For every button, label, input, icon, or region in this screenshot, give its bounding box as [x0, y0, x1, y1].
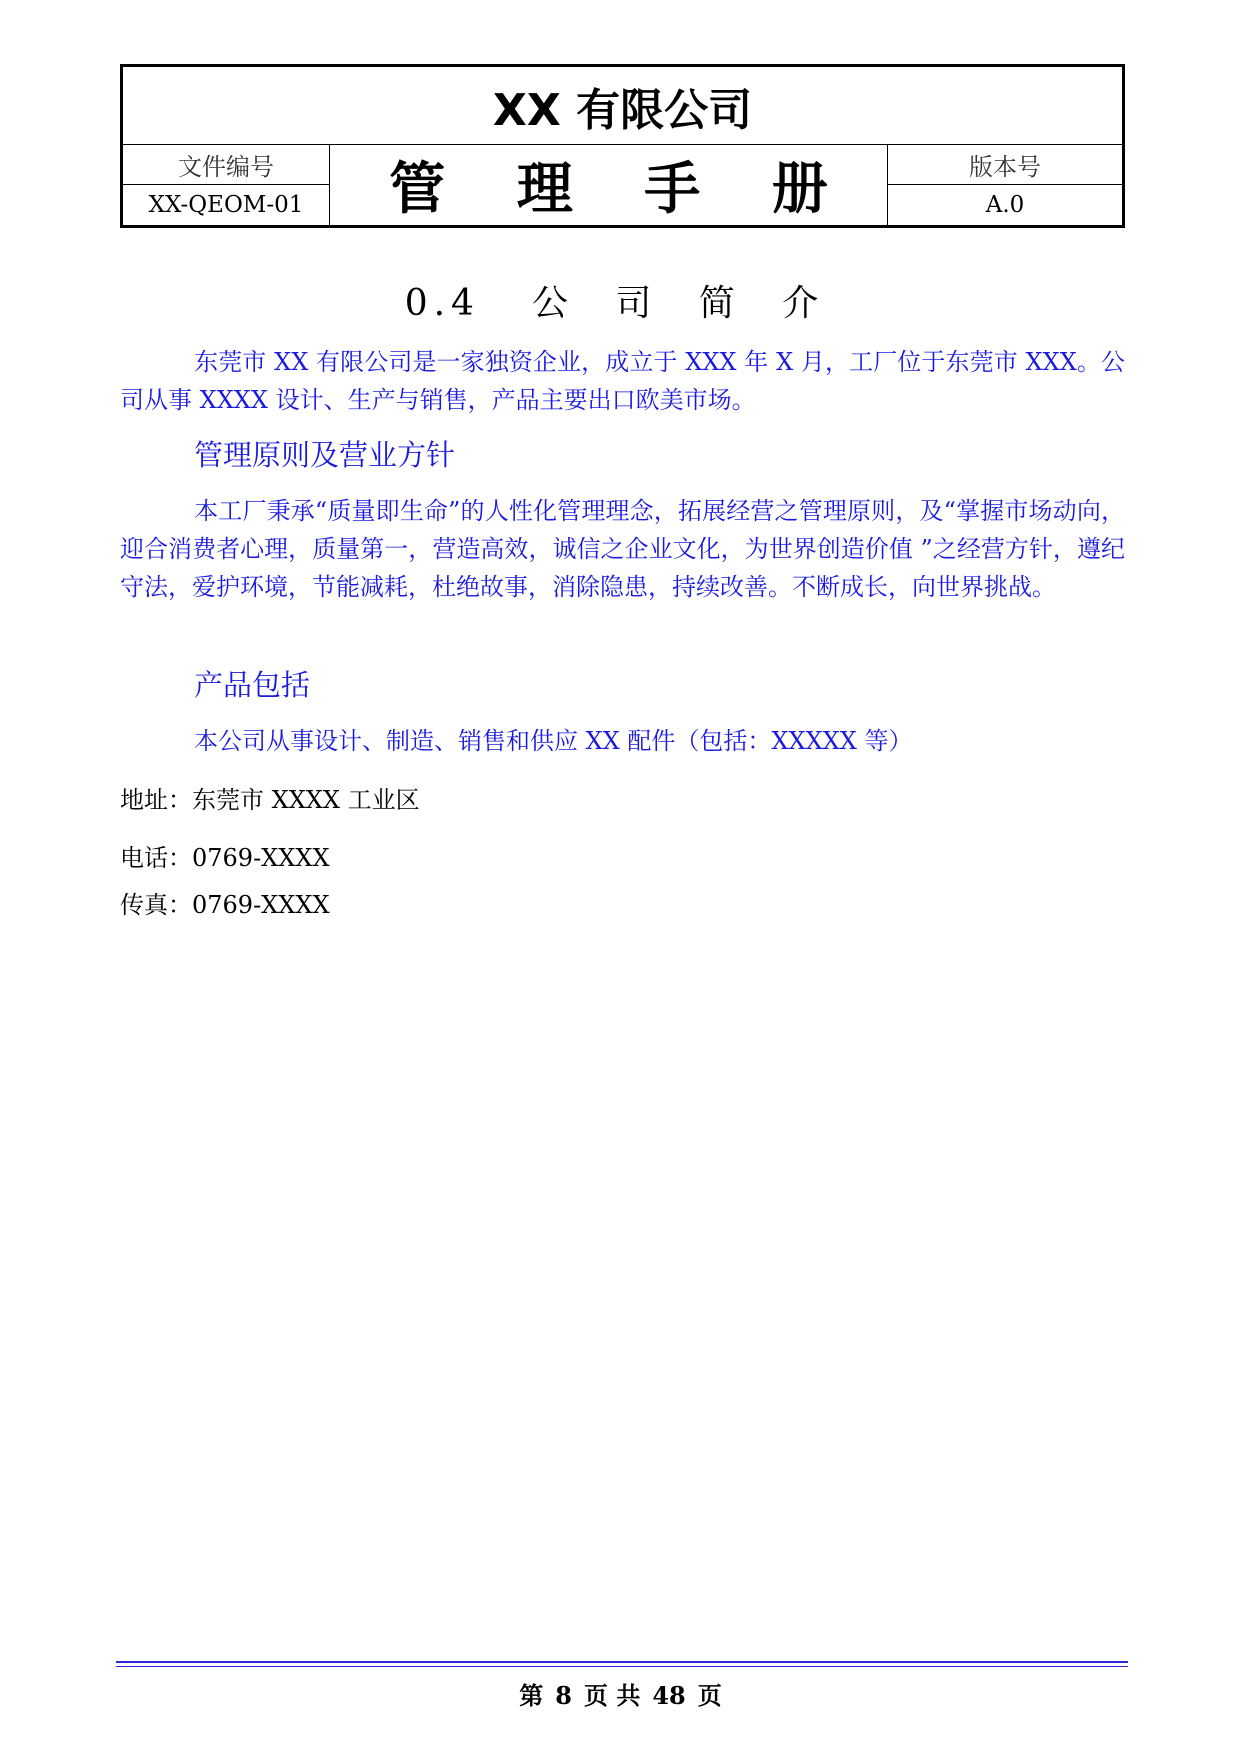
company-name: XX 有限公司	[122, 66, 1124, 145]
products-heading: 产品包括	[194, 668, 311, 702]
document-header	[120, 64, 1125, 228]
section-number: 0.4	[404, 283, 480, 324]
section-title	[0, 275, 1241, 326]
manual-title: 管 理 手 册	[330, 145, 888, 227]
page-prefix: 第	[519, 1681, 544, 1710]
principles-text: 本工厂秉承“质量即生命”的人性化管理理念，拓展经营之管理原则，及“掌握市场动向，迎合消费者心理，质量第一，营造高效，诚信之企业文化，为世界创造价值 ”之经营方针，遵纪守法，爱护环境，节能减耗，杜绝故事，消除隐患，持续改善。不断成长，向世界挑战。	[120, 497, 1125, 601]
principles-heading: 管理原则及营业方针	[194, 438, 456, 472]
version-label: 版本号	[888, 145, 1124, 185]
intro-paragraph	[120, 343, 1125, 419]
products-paragraph	[120, 722, 1125, 760]
doc-number-label: 文件编号	[122, 145, 330, 185]
footer-rule-bottom	[116, 1666, 1128, 1667]
doc-number-value: XX-QEOM-01	[122, 185, 330, 227]
page-number	[0, 1676, 1241, 1711]
current-page: 8	[555, 1681, 572, 1710]
intro-text: 东莞市 XX 有限公司是一家独资企业，成立于 XXX 年 X 月，工厂位于东莞市 XXX。公司从事 XXXX 设计、生产与销售，产品主要出口欧美市场。	[120, 348, 1125, 414]
address-line: 地址：东莞市 XXXX 工业区	[120, 786, 420, 814]
footer-rule-top	[116, 1661, 1128, 1663]
principles-paragraph	[120, 492, 1125, 606]
phone-line: 电话：0769-XXXX	[120, 844, 330, 872]
fax-line: 传真：0769-XXXX	[120, 891, 330, 919]
page-mid: 页 共	[583, 1681, 641, 1710]
products-text: 本公司从事设计、制造、销售和供应 XX 配件（包括：XXXXX 等）	[194, 727, 913, 755]
total-pages: 48	[652, 1681, 686, 1710]
section-name: 公 司 简 介	[531, 283, 837, 324]
version-value: A.0	[888, 185, 1124, 227]
page-suffix: 页	[697, 1681, 722, 1710]
